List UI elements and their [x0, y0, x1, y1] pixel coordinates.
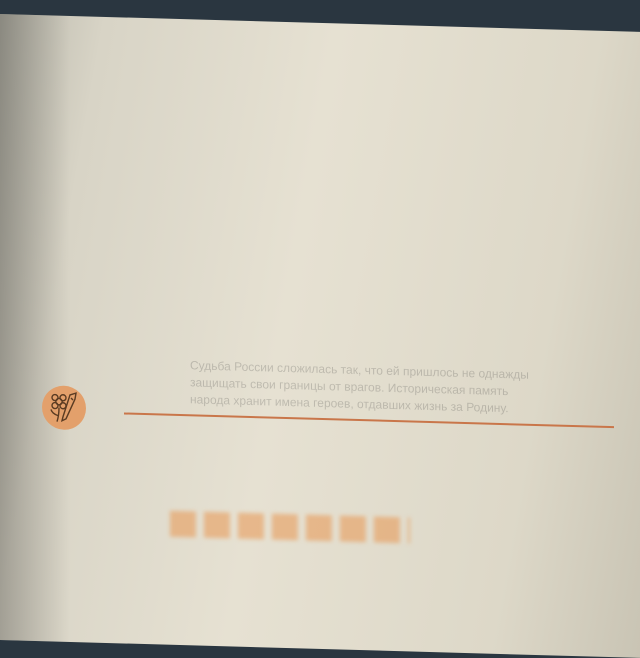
bleed-through-text: Судьба России сложилась так, что ей пришлось не однажды защищать свои границы от врагов. Историческая память народа хранит имена героев, отдавших жизнь за Родину.	[190, 358, 529, 416]
creative-task-block	[42, 363, 602, 379]
question-lines	[118, 57, 568, 70]
book-page	[0, 14, 640, 658]
page-gutter-shadow	[0, 14, 70, 642]
flower-pencil-icon	[42, 385, 86, 430]
task-list	[118, 57, 568, 70]
main-text	[118, 57, 568, 70]
blurred-ornament	[170, 511, 410, 544]
title-underline	[124, 412, 614, 428]
